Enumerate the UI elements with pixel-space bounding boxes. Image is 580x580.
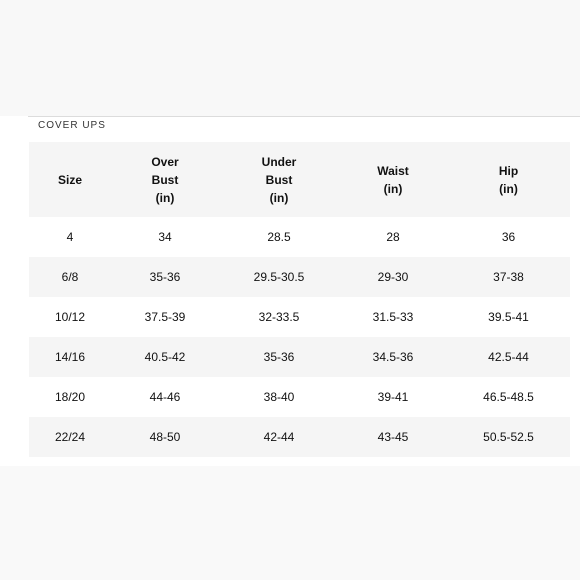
cell-hip: 50.5-52.5 xyxy=(483,430,534,444)
cell-over-bust: 40.5-42 xyxy=(144,350,186,364)
cell-over-bust: 48-50 xyxy=(149,430,181,444)
table-header-row xyxy=(29,142,570,217)
cell-over-bust: 44-46 xyxy=(149,390,181,404)
cell-waist: 31.5-33 xyxy=(372,310,414,324)
cell-under-bust: 29.5-30.5 xyxy=(253,270,305,284)
cell-under-bust: 38-40 xyxy=(263,390,295,404)
cell-over-bust: 35-36 xyxy=(149,270,181,284)
cell-hip: 36 xyxy=(501,230,516,244)
cell-size: 10/12 xyxy=(54,310,86,324)
header-under-bust: Under Bust (in) xyxy=(261,154,297,205)
cell-hip: 39.5-41 xyxy=(488,310,529,324)
header-over-bust: Over Bust (in) xyxy=(151,154,179,205)
bottom-band xyxy=(0,466,580,580)
cell-waist: 39-41 xyxy=(377,390,409,404)
section-divider xyxy=(28,116,580,117)
header-waist: Waist (in) xyxy=(377,163,409,196)
cell-under-bust: 35-36 xyxy=(263,350,295,364)
table-row xyxy=(29,257,570,297)
cell-over-bust: 37.5-39 xyxy=(144,310,186,324)
cell-over-bust: 34 xyxy=(158,230,172,244)
section-title: COVER UPS xyxy=(38,120,106,131)
cell-hip: 42.5-44 xyxy=(488,350,529,364)
cell-size: 4 xyxy=(66,230,74,244)
size-chart-table xyxy=(29,142,570,457)
table-row xyxy=(29,297,570,337)
header-size: Size xyxy=(57,172,82,187)
cell-hip: 37-38 xyxy=(493,270,524,284)
cell-size: 14/16 xyxy=(54,350,86,364)
cell-size: 6/8 xyxy=(61,270,79,284)
table-row xyxy=(29,377,570,417)
header-hip: Hip (in) xyxy=(498,163,519,196)
table-row xyxy=(29,417,570,457)
cell-under-bust: 42-44 xyxy=(263,430,295,444)
cell-waist: 28 xyxy=(386,230,400,244)
cell-size: 22/24 xyxy=(54,430,86,444)
cell-size: 18/20 xyxy=(54,390,86,404)
top-band xyxy=(0,0,580,116)
cell-under-bust: 28.5 xyxy=(267,230,291,244)
cell-waist: 43-45 xyxy=(377,430,409,444)
cell-waist: 34.5-36 xyxy=(372,350,414,364)
cell-hip: 46.5-48.5 xyxy=(483,390,534,404)
cell-waist: 29-30 xyxy=(377,270,409,284)
table-row xyxy=(29,217,570,257)
table-row xyxy=(29,337,570,377)
cell-under-bust: 32-33.5 xyxy=(258,310,300,324)
